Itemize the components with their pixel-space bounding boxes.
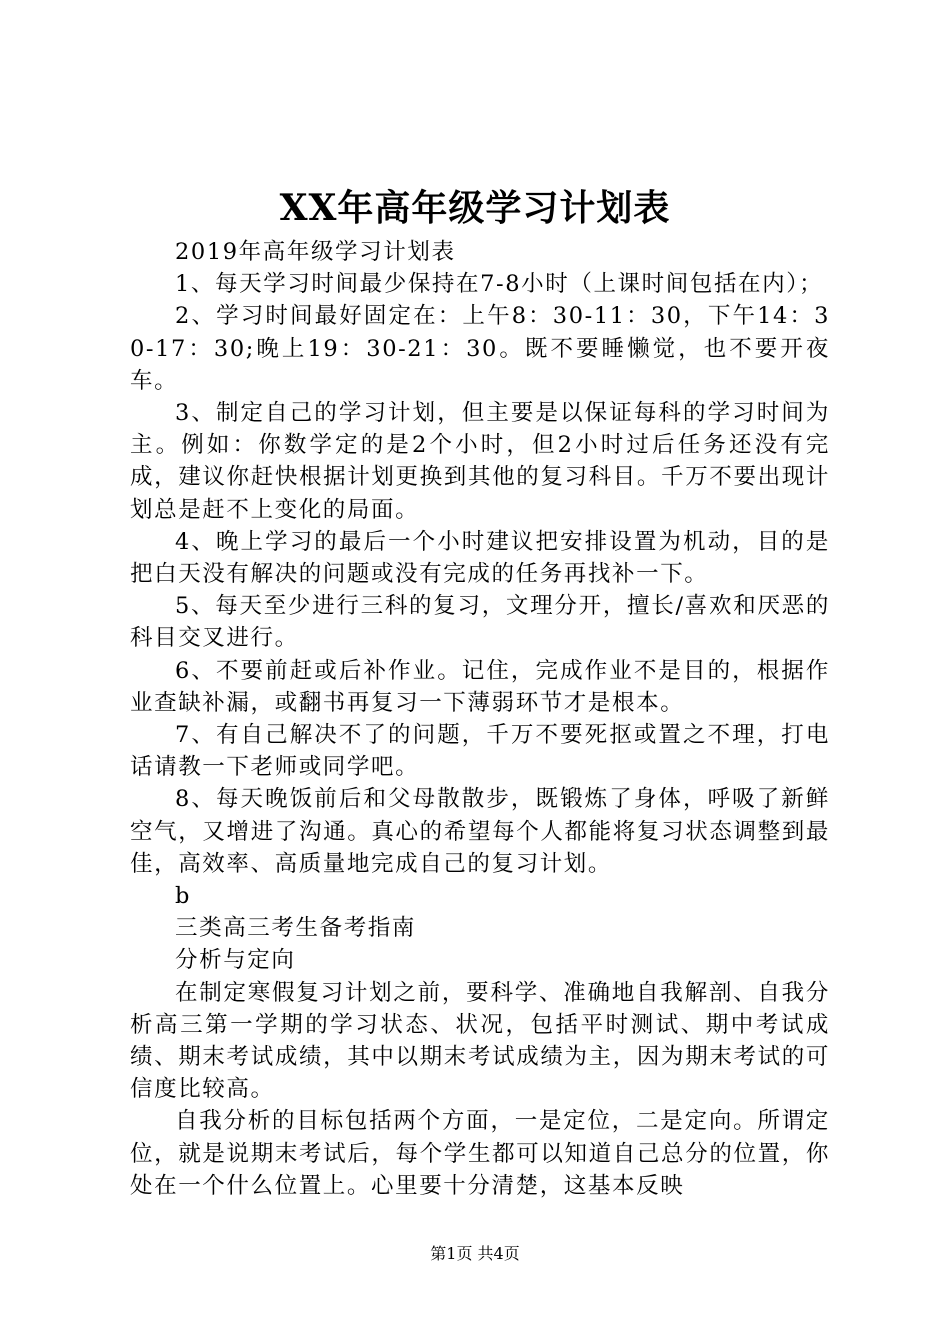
section-heading: 三类高三考生备考指南 (175, 915, 417, 942)
paragraph: 2、学习时间最好固定在：上午8：30-11：30，下午14：30-17：30;晚上19：30-21：30。既不要睡懒觉，也不要开夜车。 (130, 303, 830, 394)
section-subheading: 分析与定向 (175, 947, 296, 974)
paragraph: 8、每天晚饭前后和父母散散步，既锻炼了身体，呼吸了新鲜空气，又增进了沟通。真心的希望每个人都能将复习状态调整到最佳，高效率、高质量地完成自己的复习计划。 (130, 786, 830, 877)
paragraph: 4、晚上学习的最后一个小时建议把安排设置为机动，目的是把白天没有解决的问题或没有完成的任务再找补一下。 (130, 528, 830, 588)
page-footer: 第1页 共4页 (430, 1244, 520, 1263)
paragraph: 1、每天学习时间最少保持在7-8小时（上课时间包括在内）； (175, 271, 824, 298)
paragraph: 7、有自己解决不了的问题，千万不要死抠或置之不理，打电话请教一下老师或同学吧。 (130, 722, 830, 781)
paragraph: 2019年高年级学习计划表 (175, 239, 456, 265)
paragraph: 6、不要前赶或后补作业。记住，完成作业不是目的，根据作业查缺补漏，或翻书再复习一下薄弱环节才是根本。 (130, 657, 830, 716)
paragraph: 3、制定自己的学习计划，但主要是以保证每科的学习时间为主。例如：你数学定的是2个小时，但2小时过后任务还没有完成，建议你赶快根据计划更换到其他的复习科目。千万不要出现计划总是赶不上变化的局面。 (130, 400, 830, 523)
document-title: XX年高年级学习计划表 (279, 187, 671, 229)
document-body (130, 236, 830, 1202)
paragraph: 5、每天至少进行三科的复习，文理分开，擅长/喜欢和厌恶的科目交叉进行。 (130, 593, 830, 652)
paragraph: 自我分析的目标包括两个方面，一是定位，二是定向。所谓定位，就是说期末考试后，每个学生都可以知道自己总分的位置，你处在一个什么位置上。心里要十分清楚，这基本反映 (130, 1108, 830, 1199)
paragraph: b (175, 883, 192, 910)
paragraph: 在制定寒假复习计划之前，要科学、准确地自我解剖、自我分析高三第一学期的学习状态、状况，包括平时测试、期中考试成绩、期末考试成绩，其中以期末考试成绩为主，因为期末考试的可信度比较高。 (130, 979, 830, 1103)
